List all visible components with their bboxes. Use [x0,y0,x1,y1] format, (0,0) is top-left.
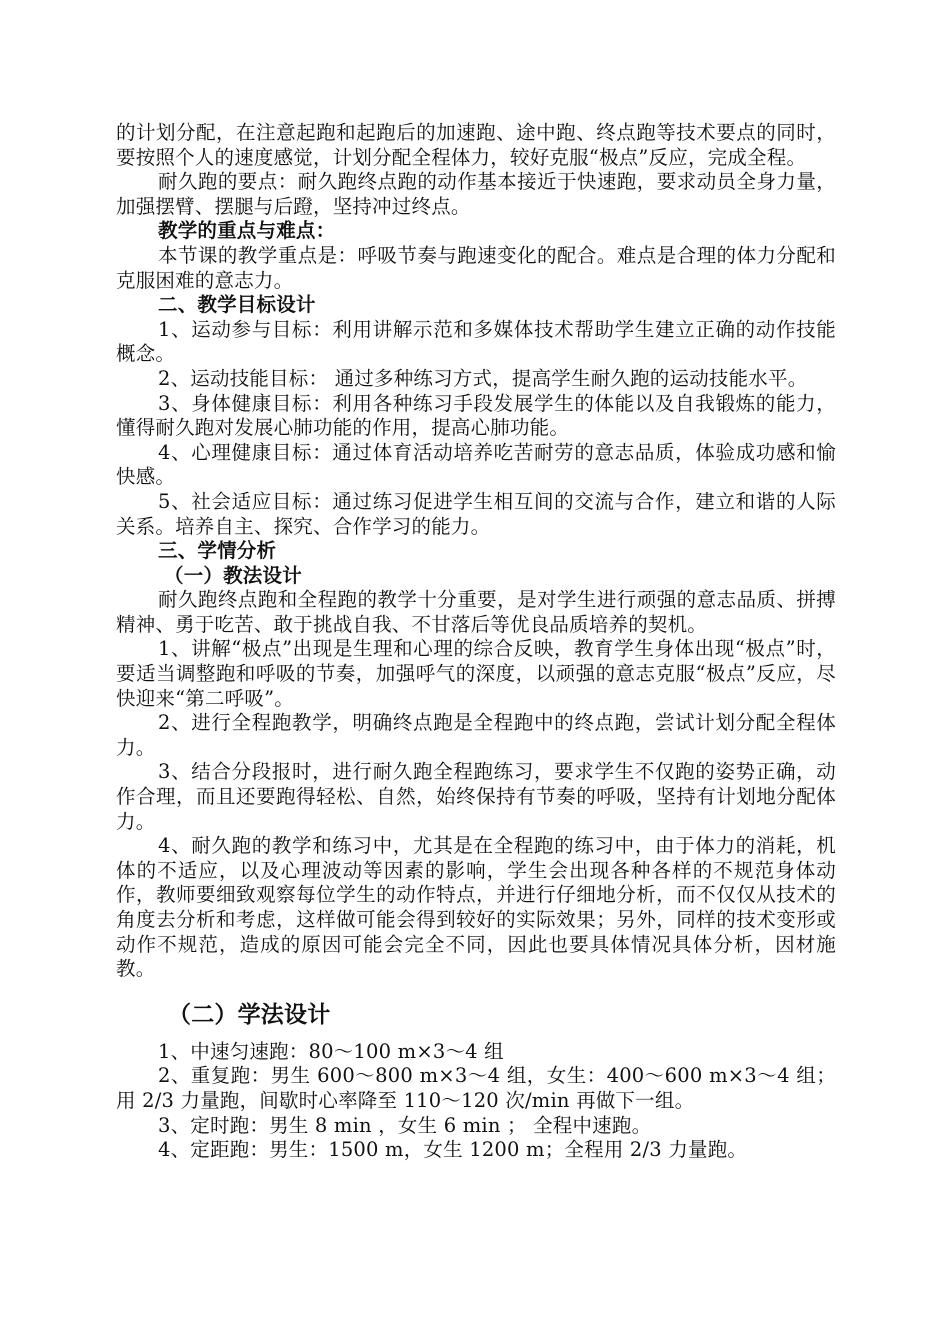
list-item: 3、身体健康目标：利用各种练习手段发展学生的体能以及自我锻炼的能力，懂得耐久跑对发展心肺功能的作用，提高心肺功能。 [116,391,836,440]
section-heading: 三、学情分析 [158,539,277,563]
list-item: 2、运动技能目标： 通过多种练习方式，提高学生耐久跑的运动技能水平。 [158,366,808,390]
list-item: 1、讲解“极点”出现是生理和心理的综合反映，教育学生身体出现“极点”时，要适当调整跑和呼吸的节奏，加强呼气的深度，以顽强的意志克服“极点”反应，尽快迎来“第二呼吸”。 [116,637,836,710]
list-item: 2、重复跑：男生 600～800 m×3～4 组，女生：400～600 m×3～4 组；用 2/3 力量跑，间歇时心率降至 110～120 次/min 再做下一组。 [116,1064,836,1112]
list-item: 5、社会适应目标：通过练习促进学生相互间的交流与合作，建立和谐的人际关系。培养自主、探究、合作学习的能力。 [116,489,836,538]
list-item: 3、结合分段报时，进行耐久跑全程跑练习，要求学生不仅跑的姿势正确，动作合理，而且还要跑得轻松、自然，始终保持有节奏的呼吸，坚持有计划地分配体力。 [116,760,836,833]
list-item: 4、耐久跑的教学和练习中，尤其是在全程跑的练习中，由于体力的消耗，机体的不适应，以及心理波动等因素的影响，学生会出现各种各样的不规范身体动作，教师要细致观察每位学生的动作特点，并进行仔细地分析，而不仅仅从技术的角度去分析和考虑，这样做可能会得到较好的实际效果；另外，同样的技术变形或动作不规范，造成的原因可能会完全不同，因此也要具体情况具体分析，因材施教。 [116,834,836,981]
subsection-heading: （二）学法设计 [168,1000,331,1028]
list-item: 2、进行全程跑教学，明确终点跑是全程跑中的终点跑，尝试计划分配全程体力。 [116,711,836,759]
list-item: 4、定距跑：男生：1500 m，女生 1200 m；全程用 2/3 力量跑。 [158,1138,748,1162]
list-item: 3、定时跑：男生 8 min ，女生 6 min ； 全程中速跑。 [158,1113,652,1137]
subsection-heading: （一）教法设计 [164,563,302,587]
body-paragraph: 本节课的教学重点是：呼吸节奏与跑速变化的配合。难点是合理的体力分配和克服困难的意志力。 [116,243,836,292]
list-item: 4、心理健康目标：通过体育活动培养吃苦耐劳的意志品质，体验成功感和愉快感。 [116,440,836,489]
body-paragraph: 耐久跑终点跑和全程跑的教学十分重要，是对学生进行顽强的意志品质、拼搏精神、勇于吃苦、敢于挑战自我、不甘落后等优良品质培养的契机。 [116,588,836,636]
body-paragraph: 耐久跑的要点：耐久跑终点跑的动作基本接近于快速跑，要求动员全身力量，加强摆臂、摆腿与后蹬，坚持冲过终点。 [116,170,836,218]
section-heading: 二、教学目标设计 [158,293,316,317]
document-body [116,121,836,1163]
section-heading: 教学的重点与难点： [158,219,336,243]
body-paragraph: 的计划分配，在注意起跑和起跑后的加速跑、途中跑、终点跑等技术要点的同时，要按照个人的速度感觉，计划分配全程体力，较好克服“极点”反应，完成全程。 [116,121,836,169]
list-item: 1、运动参与目标：利用讲解示范和多媒体技术帮助学生建立正确的动作技能概念。 [116,317,836,366]
list-item: 1、中速匀速跑：80～100 m×3～4 组 [158,1039,504,1063]
